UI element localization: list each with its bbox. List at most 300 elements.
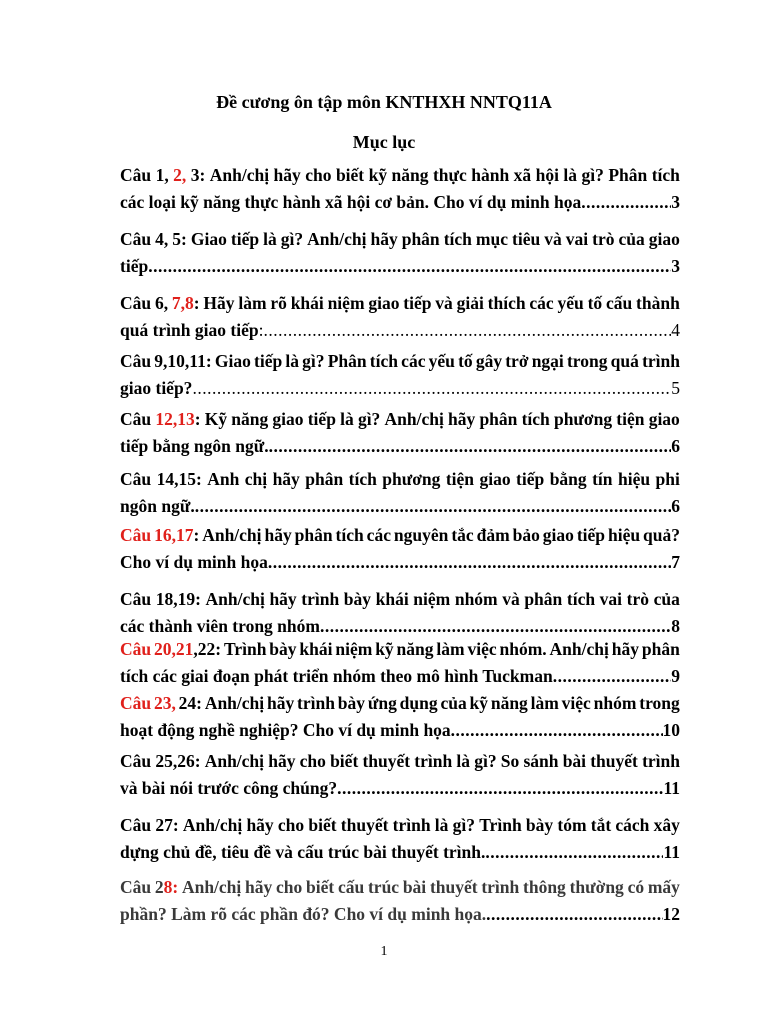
- toc-word: [120, 522, 151, 549]
- toc-word-part: phân: [294, 525, 333, 545]
- toc-page-number: 12: [662, 904, 680, 924]
- toc-entry-text: giao tiếp?: [120, 378, 193, 398]
- toc-word: [302, 348, 324, 375]
- toc-word-part: bài: [562, 751, 587, 771]
- toc-word-part: biết: [306, 877, 335, 897]
- toc-word-part: 6,: [154, 293, 169, 313]
- toc-word-part: Câu: [120, 229, 152, 249]
- toc-word-part: Giao: [214, 351, 251, 371]
- toc-word-part: tiếp: [254, 351, 283, 371]
- toc-word-part: tóm: [557, 815, 587, 835]
- toc-word: [205, 748, 264, 775]
- toc-entry[interactable]: [120, 522, 680, 576]
- toc-word-part: đảm: [476, 525, 510, 545]
- toc-word: [269, 636, 296, 663]
- toc-word: [120, 636, 151, 663]
- toc-entry-text: tiếp bằng ngôn ngữ.: [120, 436, 269, 456]
- toc-word: [524, 586, 562, 613]
- toc-word: [308, 406, 336, 433]
- toc-entry-line1: [120, 586, 680, 613]
- toc-word-part: trò: [592, 229, 615, 249]
- toc-word: [393, 812, 431, 839]
- toc-page-number: 6: [671, 436, 680, 456]
- toc-word: [376, 586, 409, 613]
- toc-word: [182, 874, 241, 901]
- toc-word: [430, 874, 478, 901]
- toc-word: [654, 586, 680, 613]
- toc-word: [619, 226, 645, 253]
- toc-word-part: tố: [458, 351, 473, 371]
- toc-word-part: làm: [530, 693, 559, 713]
- toc-word-part: bày: [337, 693, 366, 713]
- toc-word: [456, 748, 470, 775]
- toc-word: [557, 812, 586, 839]
- toc-word: [513, 522, 540, 549]
- toc-word-part: Trình: [479, 815, 522, 835]
- toc-entry[interactable]: [120, 406, 680, 460]
- toc-entry-line2: [120, 839, 680, 866]
- toc-entry-line1: [120, 874, 680, 901]
- toc-word-part: nguyên: [393, 525, 449, 545]
- toc-entry[interactable]: [120, 636, 680, 690]
- toc-word-part: Anh/chị: [307, 229, 367, 249]
- toc-word: [512, 226, 540, 253]
- toc-word-part: Anh/chị: [384, 409, 444, 429]
- toc-word: [471, 162, 509, 189]
- toc-word-part: năng: [490, 693, 528, 713]
- toc-entry-line2: [120, 549, 680, 576]
- toc-word: [246, 812, 273, 839]
- toc-word: [401, 348, 425, 375]
- toc-word: [270, 290, 287, 317]
- toc-entry-text: quá trình giao tiếp: [120, 320, 259, 340]
- toc-word-part: phân: [305, 469, 344, 489]
- toc-entry[interactable]: [120, 586, 680, 640]
- toc-word-part: Anh/chị: [182, 815, 243, 835]
- toc-word-part: xã: [513, 165, 532, 185]
- toc-word-part: phân: [401, 229, 440, 249]
- toc-word: [636, 290, 680, 317]
- toc-word: [612, 636, 639, 663]
- toc-word-part: hãy: [246, 815, 274, 835]
- toc-entry-line1: [120, 466, 680, 493]
- toc-word: [370, 348, 398, 375]
- toc-word-part: cho: [299, 751, 326, 771]
- toc-word-part: hãy: [266, 693, 295, 713]
- toc-word-part: gì?: [581, 165, 604, 185]
- toc-word-part: gì?: [357, 409, 381, 429]
- toc-word: [467, 636, 496, 663]
- toc-word-part: thành: [636, 293, 680, 313]
- toc-entry[interactable]: [120, 162, 680, 216]
- toc-word-part: phi: [655, 469, 680, 489]
- toc-word: [155, 290, 168, 317]
- toc-word: [451, 522, 473, 549]
- toc-word-part: việc: [561, 693, 591, 713]
- toc-word-part: So: [500, 751, 520, 771]
- toc-word: [120, 690, 151, 717]
- toc-word-part: thuyết: [362, 751, 411, 771]
- page-number: 1: [380, 944, 388, 959]
- toc-entry[interactable]: [120, 226, 680, 280]
- toc-word-part: Câu: [120, 469, 152, 489]
- toc-word: [231, 406, 268, 433]
- toc-word-part: làm: [436, 639, 465, 659]
- toc-word: [205, 690, 264, 717]
- toc-word-part: Câu: [120, 815, 152, 835]
- toc-leader-dots: [451, 717, 663, 744]
- toc-word: [306, 874, 334, 901]
- toc-word: [567, 348, 608, 375]
- toc-word: [245, 466, 267, 493]
- toc-word: [338, 690, 365, 717]
- toc-word-part: tắc: [451, 525, 474, 545]
- toc-entry-line2: [120, 717, 680, 744]
- toc-word: [297, 690, 335, 717]
- toc-word: [301, 586, 339, 613]
- toc-word: [368, 290, 399, 317]
- toc-word: [157, 466, 202, 493]
- toc-word: [436, 636, 464, 663]
- toc-word-part: biết: [330, 751, 359, 771]
- toc-word-part: thuyết: [340, 815, 389, 835]
- toc-word-part: 23,: [153, 693, 176, 713]
- toc-word: [344, 586, 371, 613]
- toc-word: [120, 162, 151, 189]
- toc-word-part: Câu: [120, 589, 152, 609]
- toc-word: [340, 406, 354, 433]
- toc-word-part: mấy: [647, 877, 680, 897]
- toc-word-part: thích: [487, 293, 526, 313]
- toc-word: [291, 290, 324, 317]
- toc-entry-text: Cho ví dụ minh họa: [120, 552, 268, 572]
- toc-word: [278, 812, 304, 839]
- toc-word: [567, 586, 595, 613]
- toc-word-part: yếu: [557, 293, 584, 313]
- toc-word-part: cách: [615, 815, 650, 835]
- toc-word-part: Anh/chị: [181, 877, 242, 897]
- toc-word-part: niệm: [327, 293, 365, 313]
- toc-word: [627, 586, 649, 613]
- toc-entry[interactable]: [120, 466, 680, 520]
- toc-word-part: Câu: [120, 877, 152, 897]
- toc-word-part: giao: [648, 409, 680, 429]
- toc-page-number: 7: [671, 552, 680, 572]
- toc-page-number: 5: [671, 378, 680, 398]
- toc-word-part: phân: [479, 409, 518, 429]
- toc-word: [382, 466, 440, 493]
- toc-word: [474, 748, 496, 775]
- toc-word-part: năng: [231, 409, 269, 429]
- toc-word-part: 12,13: [155, 409, 195, 429]
- toc-word-part: bày: [269, 639, 297, 659]
- toc-word: [608, 162, 647, 189]
- toc-leader-dots: [485, 839, 663, 866]
- toc-word-part: làm: [238, 293, 267, 313]
- toc-word: [628, 874, 645, 901]
- toc-leader-dots: [269, 433, 672, 460]
- toc-word-part: 20,21: [154, 639, 194, 659]
- toc-word-part: tố: [587, 293, 603, 313]
- toc-word: [367, 522, 391, 549]
- toc-entry-text: phần? Làm rõ các phần đó? Cho ví dụ minh họa.: [120, 904, 487, 924]
- toc-word: [385, 406, 444, 433]
- toc-word: [305, 466, 343, 493]
- toc-word-part: cho: [276, 877, 303, 897]
- toc-word-part: gì?: [280, 229, 304, 249]
- toc-word-part: bằng: [549, 469, 587, 489]
- toc-entry-line1: [120, 226, 680, 253]
- toc-word: [183, 812, 242, 839]
- toc-word: [643, 522, 680, 549]
- toc-word-part: cho: [305, 165, 332, 185]
- toc-leader-dots: [192, 375, 671, 402]
- toc-word: [440, 690, 466, 717]
- toc-leader-dots: [195, 493, 672, 520]
- toc-word: [154, 348, 211, 375]
- toc-heading: Mục lục: [352, 132, 416, 152]
- toc-word: [254, 348, 282, 375]
- toc-word-part: là: [456, 751, 471, 771]
- toc-entry[interactable]: [120, 290, 680, 344]
- toc-word: [370, 226, 397, 253]
- toc-word: [238, 290, 266, 317]
- toc-word-part: Anh/chị: [204, 751, 265, 771]
- toc-word-part: tiếp: [403, 293, 432, 313]
- toc-word-part: và: [544, 229, 562, 249]
- toc-word: [276, 874, 302, 901]
- toc-word: [481, 874, 519, 901]
- toc-word: [444, 226, 472, 253]
- toc-entry-line2: [120, 901, 680, 928]
- toc-word: [455, 586, 498, 613]
- toc-word-part: Kỹ: [204, 409, 228, 429]
- toc-word: [648, 874, 680, 901]
- toc-word: [335, 636, 372, 663]
- toc-word: [435, 812, 449, 839]
- toc-word: [155, 748, 200, 775]
- toc-word-part: Trình: [223, 639, 267, 659]
- toc-word: [505, 348, 528, 375]
- toc-word-part: hãy: [611, 639, 639, 659]
- toc-word: [263, 226, 277, 253]
- toc-word: [649, 406, 680, 433]
- toc-word: [341, 812, 389, 839]
- toc-word-part: các: [529, 293, 554, 313]
- toc-word-part: trúc: [367, 877, 400, 897]
- toc-word: [402, 226, 440, 253]
- toc-word: [566, 226, 588, 253]
- toc-entry-text: ngôn ngữ.: [120, 496, 195, 516]
- toc-entry-text: tích các giai đoạn phát triển nhóm theo mô hình Tuckman: [120, 666, 553, 686]
- toc-word: [202, 522, 261, 549]
- toc-word-part: Anh/chị: [209, 165, 270, 185]
- toc-page-number: 6: [671, 496, 680, 516]
- toc-word-part: hội: [535, 165, 559, 185]
- toc-entry[interactable]: [120, 748, 680, 802]
- toc-word: [307, 226, 366, 253]
- toc-word-part: khái: [375, 589, 409, 609]
- toc-word: [268, 748, 295, 775]
- toc-word-part: :: [194, 409, 201, 429]
- toc-word: [397, 636, 434, 663]
- toc-word-part: Câu: [120, 693, 152, 713]
- toc-word: [479, 812, 521, 839]
- toc-word-part: gì?: [474, 751, 497, 771]
- toc-word-part: nhóm: [454, 589, 498, 609]
- toc-word-part: Hãy: [203, 293, 235, 313]
- toc-word-part: tích: [566, 589, 596, 609]
- toc-word: [433, 162, 467, 189]
- toc-word: [155, 226, 168, 253]
- toc-word-part: cấu: [605, 293, 633, 313]
- toc-word: [206, 586, 265, 613]
- toc-word-part: tắt: [590, 815, 612, 835]
- toc-word-part: 8:: [163, 877, 179, 897]
- toc-word: [591, 812, 611, 839]
- toc-word: [336, 162, 364, 189]
- toc-word-part: trình: [392, 815, 431, 835]
- toc-word-part: và: [435, 293, 453, 313]
- toc-word: [173, 162, 186, 189]
- toc-word-part: trở: [505, 351, 529, 371]
- toc-word: [328, 290, 365, 317]
- toc-word-part: Anh/chị: [204, 693, 265, 713]
- toc-word: [375, 636, 393, 663]
- toc-word-part: 4,: [155, 229, 169, 249]
- toc-word-part: tích: [443, 229, 472, 249]
- toc-word: [529, 290, 553, 317]
- toc-word-part: Anh/chị: [202, 525, 262, 545]
- toc-entry-line1: [120, 522, 680, 549]
- toc-entry[interactable]: [120, 348, 680, 402]
- toc-entry-text: và bài nói trước công chúng?: [120, 778, 338, 798]
- toc-word: [392, 162, 429, 189]
- toc-word-part: và: [502, 589, 520, 609]
- toc-word: [491, 690, 528, 717]
- toc-word-part: tiện: [445, 469, 475, 489]
- toc-word: [120, 348, 151, 375]
- toc-word-part: dụng: [399, 693, 438, 713]
- toc-word: [154, 522, 199, 549]
- toc-word-part: 16,17: [154, 525, 194, 545]
- toc-word-part: nhóm.: [499, 639, 547, 659]
- toc-word: [642, 748, 680, 775]
- toc-word: [477, 522, 510, 549]
- toc-page-number: 9: [671, 666, 680, 686]
- toc-word-part: 24:: [178, 693, 202, 713]
- toc-word: [532, 348, 564, 375]
- toc-word: [594, 690, 637, 717]
- toc-word: [155, 874, 178, 901]
- toc-word: [210, 162, 269, 189]
- toc-word-part: Phân: [608, 165, 648, 185]
- toc-word: [414, 748, 452, 775]
- toc-page-number: 4: [671, 320, 680, 340]
- toc-word: [191, 162, 206, 189]
- toc-word: [338, 874, 364, 901]
- toc-page-number: 8: [671, 616, 680, 636]
- toc-word: [224, 636, 266, 663]
- toc-word-part: tiếp: [307, 409, 336, 429]
- toc-entry[interactable]: [120, 874, 680, 928]
- toc-word-part: vai: [599, 589, 623, 609]
- toc-word: [656, 466, 680, 493]
- toc-word-part: phương: [553, 409, 613, 429]
- toc-word: [476, 348, 502, 375]
- toc-word-part: hãy: [269, 589, 297, 609]
- toc-word-part: khái: [299, 639, 333, 659]
- toc-word-part: hãy: [264, 525, 292, 545]
- toc-word: [652, 162, 680, 189]
- toc-word-part: vai: [565, 229, 589, 249]
- toc-word-part: ứng: [367, 693, 397, 713]
- toc-word-part: thực: [432, 165, 467, 185]
- toc-word-part: giao: [479, 469, 511, 489]
- toc-word-part: tín: [592, 469, 613, 489]
- toc-word-part: các: [401, 351, 426, 371]
- toc-word-part: niệm: [413, 589, 451, 609]
- toc-word: [154, 636, 221, 663]
- toc-word-part: các: [366, 525, 391, 545]
- toc-word-part: trình: [301, 589, 340, 609]
- toc-entry-line1: [120, 162, 680, 189]
- toc-word-part: trong: [566, 351, 608, 371]
- toc-word: [600, 586, 622, 613]
- toc-word: [611, 348, 639, 375]
- toc-word: [154, 690, 176, 717]
- toc-word: [191, 226, 227, 253]
- toc-word: [608, 522, 640, 549]
- toc-word-part: giao: [542, 525, 574, 545]
- toc-word-part: hãy: [245, 877, 273, 897]
- toc-word-part: bày: [343, 589, 372, 609]
- toc-word-part: biết: [308, 815, 337, 835]
- toc-word-part: biết: [335, 165, 365, 185]
- toc-word: [616, 406, 644, 433]
- toc-word: [479, 406, 517, 433]
- toc-word-part: của: [653, 589, 680, 609]
- toc-word-part: phân: [524, 589, 563, 609]
- toc-word-part: kỹ: [375, 639, 394, 659]
- toc-entry-suffix: :: [258, 320, 264, 340]
- toc-word: [642, 636, 680, 663]
- toc-entry-line2: [120, 775, 680, 802]
- toc-entry-line2: [120, 317, 680, 344]
- toc-word-part: Câu: [120, 525, 152, 545]
- toc-word-part: mục: [475, 229, 508, 249]
- toc-word: [500, 636, 547, 663]
- toc-word-part: tiếp: [230, 229, 260, 249]
- toc-word-part: việc: [467, 639, 497, 659]
- toc-word-part: năng: [391, 165, 429, 185]
- toc-word-part: 27:: [155, 815, 179, 835]
- toc-word: [606, 290, 632, 317]
- toc-word: [368, 874, 399, 901]
- toc-leader-dots: [486, 901, 662, 928]
- toc-word: [274, 162, 301, 189]
- toc-word: [523, 748, 558, 775]
- toc-entry[interactable]: [120, 812, 680, 866]
- toc-word: [639, 690, 680, 717]
- toc-word: [582, 162, 604, 189]
- toc-entry[interactable]: [120, 690, 680, 744]
- toc-entry-line2: [120, 663, 680, 690]
- toc-word-part: giao: [368, 293, 400, 313]
- toc-word-part: 2: [154, 877, 164, 897]
- toc-word-part: ,22:: [193, 639, 222, 659]
- toc-entry-line1: [120, 406, 680, 433]
